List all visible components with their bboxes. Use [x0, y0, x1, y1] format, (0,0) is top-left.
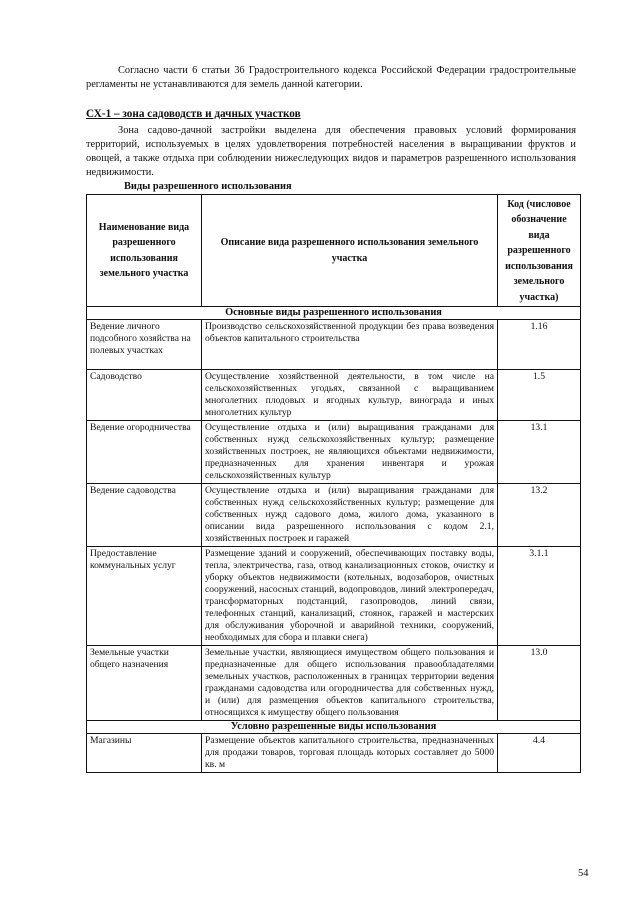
row-description: Размещение зданий и сооружений, обеспечивающих поставку воды, тепла, электричества, газа, отвод канализационных стоков, очистку и уборку объектов недвижимости (котельных, водозаборов, очистных сооружений, насосных станций, водопроводов, линий электропередач, трансформаторных подстанций, газопроводов, линий связи, телефонных станций, канализаций, стоянок, гаражей и мастерских для обслуживания уборочной и аварийной техники, сооружений, необходимых для сбора и плавки снега) [202, 547, 498, 646]
section-description: Зона садово-дачной застройки выделена для обеспечения правовых условий формирования территорий, используемых в целях удовлетворения потребностей населения в выращивании фруктов и овощей, а также отдыха при соблюдении нижеследующих видов и параметров разрешенного использования недвижимости. [86, 125, 576, 178]
table-row [87, 484, 581, 547]
row-code: 4.4 [498, 734, 581, 773]
row-name: Предоставление коммунальных услуг [87, 547, 202, 646]
header-name: Наименование вида разрешенного использования земельного участка [87, 195, 202, 307]
row-code: 13.1 [498, 421, 581, 484]
table-row [87, 421, 581, 484]
section-title: СХ-1 – зона садоводств и дачных участков [86, 108, 301, 120]
header-description: Описание вида разрешенного использования земельного участка [202, 195, 498, 307]
page-number: 54 [578, 868, 589, 879]
row-code: 13.0 [498, 646, 581, 721]
row-description: Осуществление хозяйственной деятельности, в том числе на сельскохозяйственных угодьях, связанной с выращиванием многолетних плодовых и ягодных культур, винограда и иных многолетних культур [202, 370, 498, 421]
row-description: Осуществление отдыха и (или) выращивания гражданами для собственных нужд сельскохозяйственных культур; размещение для собственных нужд садового дома, жилого дома, указанного в описании вида разрешенного использования с кодом 2.1, хозяйственных построек и гаражей [202, 484, 498, 547]
row-name: Земельные участки общего назначения [87, 646, 202, 721]
row-name: Ведение садоводства [87, 484, 202, 547]
header-code: Код (числовое обозначение вида разрешенного использования земельного участка) [498, 195, 581, 307]
row-description: Размещение объектов капитального строительства, предназначенных для продажи товаров, торговая площадь которых составляет до 5000 кв. м [202, 734, 498, 773]
row-description: Земельные участки, являющиеся имуществом общего пользования и предназначенные для общего использования правообладателями земельных участков, расположенных в границах территории ведения гражданами садоводства или огородничества для собственных нужд, и (или) для размещения объектов капитального строительства, относящихся к имуществу общего пользования [202, 646, 498, 721]
table-caption: Виды разрешенного использования [124, 181, 292, 192]
row-code: 3.1.1 [498, 547, 581, 646]
table-row [87, 320, 581, 370]
intro-paragraph: Согласно части 6 статьи 36 Градостроительного кодекса Российской Федерации градостроительные регламенты не устанавливаются для земель данной категории. [86, 65, 576, 90]
row-code: 1.16 [498, 320, 581, 370]
row-name: Магазины [87, 734, 202, 773]
row-name: Ведение личного подсобного хозяйства на полевых участках [87, 320, 202, 370]
row-description: Производство сельскохозяйственной продукции без права возведения объектов капитального строительства [202, 320, 498, 370]
table-row [87, 646, 581, 721]
row-code: 1.5 [498, 370, 581, 421]
row-name: Садоводство [87, 370, 202, 421]
main-section-heading: Основные виды разрешенного использования [87, 307, 581, 320]
land-use-table [86, 194, 581, 773]
table-row [87, 370, 581, 421]
row-code: 13.2 [498, 484, 581, 547]
conditional-section-heading: Условно разрешенные виды использования [87, 721, 581, 734]
row-name: Ведение огородничества [87, 421, 202, 484]
table-row [87, 547, 581, 646]
table-row [87, 734, 581, 773]
row-description: Осуществление отдыха и (или) выращивания гражданами для собственных нужд сельскохозяйственных культур; размещение хозяйственных построек, не являющихся объектами недвижимости, предназначенных для хранения инвентаря и урожая сельскохозяйственных культур [202, 421, 498, 484]
